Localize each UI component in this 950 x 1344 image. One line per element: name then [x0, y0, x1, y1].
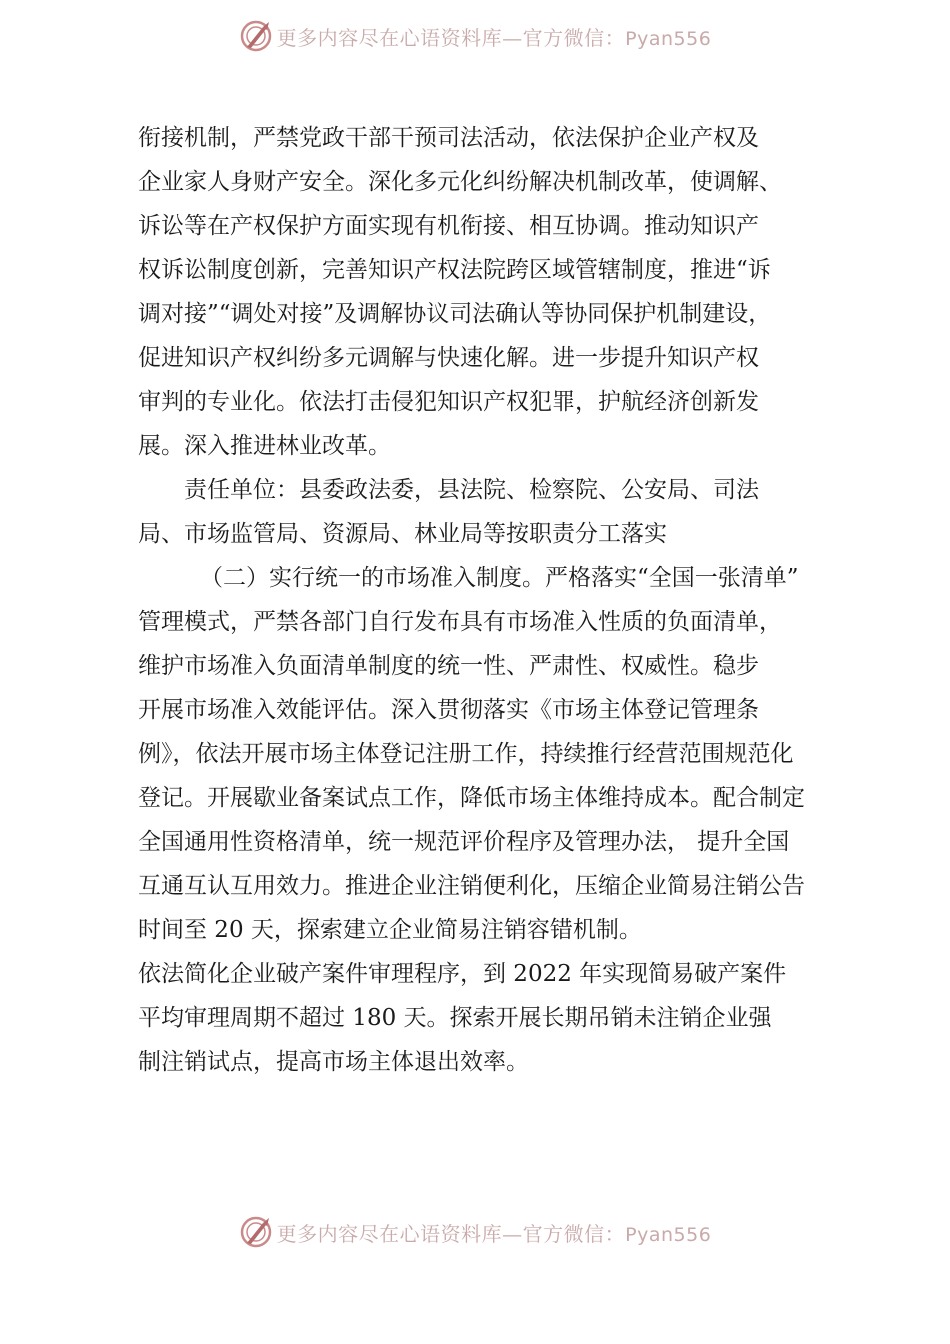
text-line: 权诉讼制度创新，完善知识产权法院跨区域管辖制度，推进“诉	[138, 257, 771, 283]
text-line: 企业家人身财产安全。深化多元化纠纷解决机制改革，使调解、	[138, 169, 782, 195]
text-line: 时间至 20 天，探索建立企业简易注销容错机制。	[138, 917, 642, 943]
text-line: 促进知识产权纠纷多元调解与快速化解。进一步提升知识产权	[138, 345, 759, 371]
section-heading-line: （二）实行统一的市场准入制度。严格落实“全国一张清单”	[200, 565, 799, 591]
watermark-cn-text: 更多内容尽在心语资料库—官方微信：	[276, 1221, 626, 1246]
text-line: 管理模式，严禁各部门自行发布具有市场准入性质的负面清单，	[138, 609, 782, 635]
text-line: 维护市场准入负面清单制度的统一性、严肃性、权威性。稳步	[138, 653, 759, 679]
text-line: 依法简化企业破产案件审理程序，到 2022 年实现简易破产案件	[138, 961, 787, 987]
text-line: 互通互认互用效力。推进企业注销便利化，压缩企业简易注销公告	[138, 873, 805, 899]
watermark-text	[277, 1218, 712, 1247]
text-line: 开展市场准入效能评估。深入贯彻落实《市场主体登记管理条	[138, 697, 759, 723]
wechat-id: Pyan556	[625, 1223, 712, 1246]
wechat-id: Pyan556	[625, 27, 712, 50]
responsibility-line: 局、市场监管局、资源局、林业局等按职责分工落实	[138, 521, 667, 547]
document-body	[138, 116, 850, 1084]
quill-seal-logo-icon	[239, 1215, 273, 1249]
text-line: 诉讼等在产权保护方面实现有机衔接、相互协调。推动知识产	[138, 213, 759, 239]
text-line: 衔接机制，严禁党政干部干预司法活动，依法保护企业产权及	[138, 125, 759, 151]
watermark-text	[277, 22, 712, 51]
footer-watermark-banner	[0, 1212, 950, 1252]
header-watermark-banner	[0, 16, 950, 56]
text-line: 平均审理周期不超过 180 天。探索开展长期吊销未注销企业强	[138, 1005, 772, 1031]
text-line: 展。深入推进林业改革。	[138, 433, 391, 459]
text-line: 全国通用性资格清单，统一规范评价程序及管理办法， 提升全国	[138, 829, 790, 855]
watermark-cn-text: 更多内容尽在心语资料库—官方微信：	[276, 25, 626, 50]
text-line: 制注销试点，提高市场主体退出效率。	[138, 1049, 529, 1075]
text-line: 登记。开展歇业备案试点工作，降低市场主体维持成本。配合制定	[138, 785, 805, 811]
quill-seal-logo-icon	[239, 19, 273, 53]
text-line: 审判的专业化。依法打击侵犯知识产权犯罪，护航经济创新发	[138, 389, 759, 415]
text-line: 调对接”“调处对接”及调解协议司法确认等协同保护机制建设，	[138, 301, 772, 327]
text-line: 例》，依法开展市场主体登记注册工作，持续推行经营范围规范化	[138, 741, 794, 767]
responsibility-line: 责任单位：县委政法委，县法院、检察院、公安局、司法	[184, 477, 759, 503]
